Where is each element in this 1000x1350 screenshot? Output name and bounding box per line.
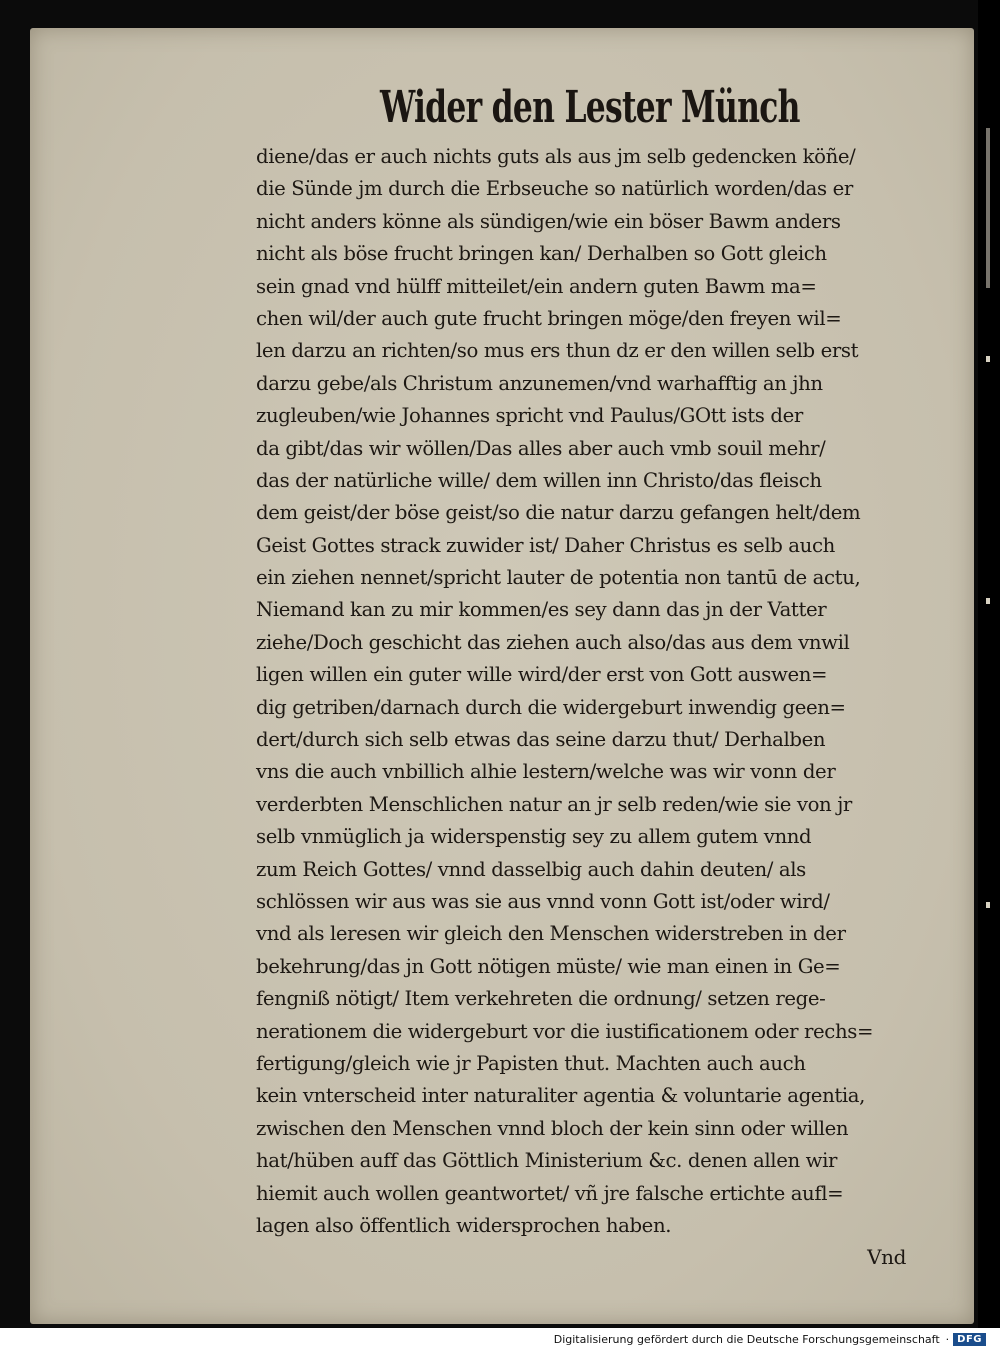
- footer-bar: [0, 1328, 1000, 1350]
- text-line: dig getriben/darnach durch die widergeburt inwendig geen=: [256, 694, 846, 719]
- text-line: chen wil/der auch gute frucht bringen möge/den freyen wil=: [256, 305, 842, 330]
- text-line: sein gnad vnd hülff mitteilet/ein andern guten Bawm ma=: [256, 273, 817, 298]
- text-line: dem geist/der böse geist/so die natur darzu gefangen helt/dem: [256, 500, 861, 525]
- text-line: darzu gebe/als Christum anzunemen/vnd warhafftig an jhn: [256, 370, 823, 395]
- text-line: fertigung/gleich wie jr Papisten thut. Machten auch auch: [256, 1050, 806, 1075]
- text-line: nerationem die widergeburt vor die iustificationem oder rechs=: [256, 1018, 874, 1043]
- text-line: ziehe/Doch geschicht das ziehen auch also/das aus dem vnwil: [256, 629, 850, 654]
- text-line: fengniß nötigt/ Item verkehreten die ordnung/ setzen rege-: [256, 986, 826, 1011]
- text-line: die Sünde jm durch die Erbseuche so natürlich worden/das er: [256, 176, 853, 201]
- text-line: vns die auch vnbillich alhie lestern/welche was wir vonn der: [256, 759, 836, 784]
- text-line: nicht anders könne als sündigen/wie ein böser Bawm anders: [256, 208, 841, 233]
- text-line: zwischen den Menschen vnnd bloch der kein sinn oder willen: [256, 1115, 849, 1140]
- text-line: schlössen wir aus was sie aus vnnd vonn Gott ist/oder wird/: [256, 888, 830, 913]
- text-line: len darzu an richten/so mus ers thun dz er den willen selb erst: [256, 338, 859, 363]
- text-line: das der natürliche wille/ dem willen inn Christo/das fleisch: [256, 467, 822, 492]
- scan-edge-strip: [978, 0, 1000, 1328]
- text-line: bekehrung/das jn Gott nötigen müste/ wie man einen in Ge=: [256, 953, 841, 978]
- text-line: hiemit auch wollen geantwortet/ vñ jre falsche ertichte aufl=: [256, 1180, 844, 1205]
- text-line: nicht als böse frucht bringen kan/ Derhalben so Gott gleich: [256, 241, 827, 266]
- text-line: lagen also öffentlich widersprochen haben.: [256, 1212, 672, 1237]
- text-line: ein ziehen nennet/spricht lauter de potentia non tantū de actu,: [256, 565, 861, 590]
- text-line: hat/hüben auff das Göttlich Ministerium &c. denen allen wir: [256, 1148, 838, 1173]
- text-line: Geist Gottes strack zuwider ist/ Daher Christus es selb auch: [256, 532, 835, 557]
- page-title: Wider den Lester Münch: [380, 82, 800, 133]
- body-text: [256, 140, 916, 1274]
- footer-separator: ·: [945, 1332, 950, 1346]
- text-line: kein vnterscheid inter naturaliter agentia & voluntarie agentia,: [256, 1083, 866, 1108]
- text-line: zugleuben/wie Johannes spricht vnd Paulus/GOtt ists der: [256, 403, 803, 428]
- footer-credit: Digitalisierung gefördert durch die Deutsche Forschungsgemeinschaft: [553, 1332, 940, 1346]
- text-line: diene/das er auch nichts guts als aus jm selb gedencken köñe/: [256, 144, 856, 168]
- text-line: dert/durch sich selb etwas das seine darzu thut/ Derhalben: [256, 727, 826, 752]
- text-line: da gibt/das wir wöllen/Das alles aber auch vmb souil mehr/: [256, 435, 826, 460]
- text-line: selb vnmüglich ja widerspenstig sey zu allem gutem vnnd: [256, 824, 812, 849]
- text-line: ligen willen ein guter wille wird/der erst von Gott auswen=: [256, 662, 828, 687]
- dfg-logo-icon: DFG: [953, 1333, 986, 1346]
- text-line: zum Reich Gottes/ vnnd dasselbig auch dahin deuten/ als: [256, 856, 806, 881]
- text-line: verderbten Menschlichen natur an jr selb reden/wie sie von jr: [256, 791, 852, 816]
- text-line: vnd als leresen wir gleich den Menschen widerstreben in der: [256, 921, 846, 946]
- catchword: Vnd: [867, 1245, 906, 1270]
- text-line: Niemand kan zu mir kommen/es sey dann das jn der Vatter: [256, 597, 827, 622]
